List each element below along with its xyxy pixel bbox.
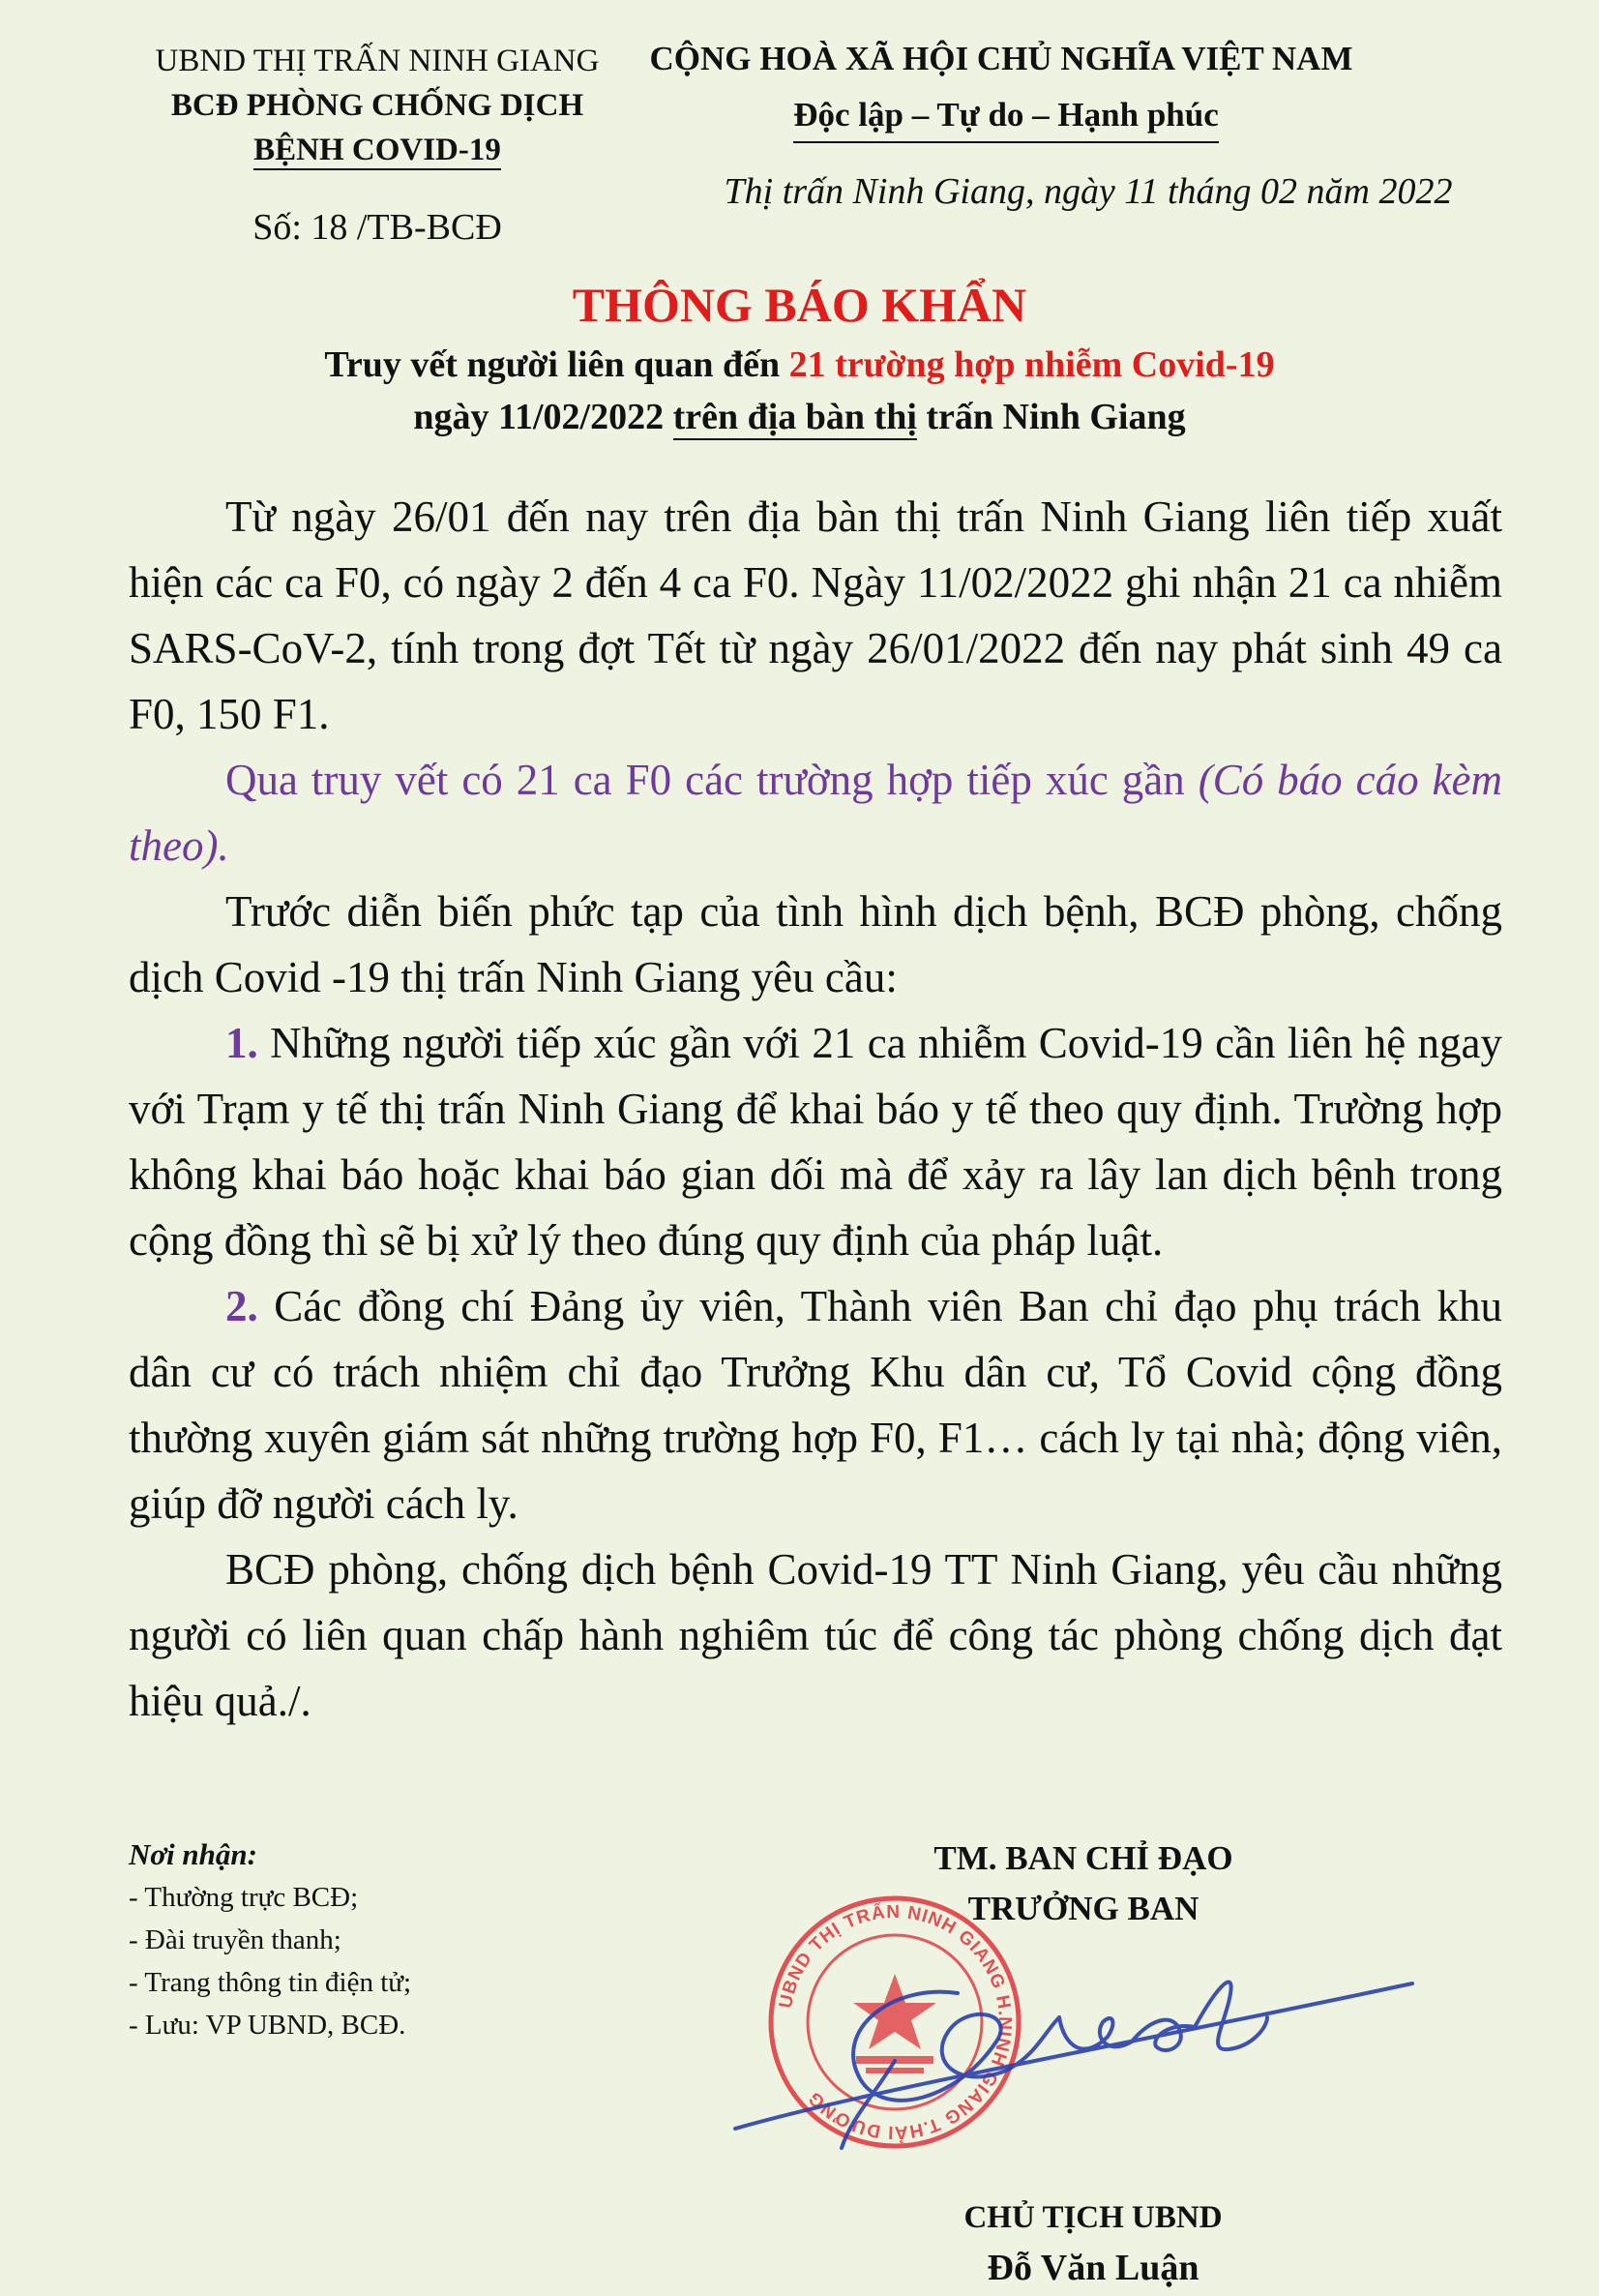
title-block (0, 271, 1599, 443)
agency-line-3 (126, 128, 629, 172)
paragraph-2 (129, 747, 1502, 879)
svg-text:UBND THỊ TRẤN NINH GIANG H.NIN: UBND THỊ TRẤN NINH GIANG H.NINH GIANG T.HẢI DƯƠNG (775, 1901, 1016, 2143)
date-line: Thị trấn Ninh Giang, ngày 11 tháng 02 năm 2022 (724, 171, 1453, 212)
recipient-item: - Thường trực BCĐ; (129, 1882, 359, 1913)
item-1-text: Những người tiếp xúc gần với 21 ca nhiễm Covid-19 cần liên hệ ngay với Trạm y tế thị trấn Ninh Giang để khai báo y tế theo quy định. Trường hợp không khai báo hoặc khai báo gian dối mà để xảy ra lây lan dịch bệnh trong cộng đồng thì sẽ bị xử lý theo đúng quy định của pháp luật. (129, 1019, 1502, 1265)
subtitle-line-1 (0, 339, 1599, 391)
agency-line-1: UBND THỊ TRẤN NINH GIANG (155, 44, 600, 78)
national-heading-block (638, 37, 1567, 213)
document-title: THÔNG BÁO KHẨN (572, 278, 1027, 332)
subtitle-1-text: Truy vết người liên quan đến (324, 344, 789, 385)
subtitle-2-underlined: trên địa bàn thị (673, 397, 917, 440)
signatory-role: CHỦ TỊCH UBND (963, 2200, 1223, 2235)
recipients-heading: Nơi nhận: (129, 1837, 257, 1871)
item-2-number: 2. (225, 1282, 258, 1330)
subtitle-line-2 (0, 391, 1599, 443)
agency-line-2: BCĐ PHÒNG CHỐNG DỊCH (170, 88, 584, 123)
recipient-item: - Trang thông tin điện tử; (129, 1967, 412, 1998)
paragraph-6: BCĐ phòng, chống dịch bệnh Covid-19 TT Ninh Giang, yêu cầu những người có liên quan chấp hành nghiêm túc để công tác phòng chống dịch đạt hiệu quả./. (129, 1545, 1502, 1725)
recipients-block (129, 1834, 670, 2046)
paragraph-3: Trước diễn biến phức tạp của tình hình dịch bệnh, BCĐ phòng, chống dịch Covid -19 thị trấn Ninh Giang yêu cầu: (129, 887, 1502, 1001)
recipient-item: - Đài truyền thanh; (129, 1924, 341, 1955)
document-number: Số: 18 /TB-BCĐ (252, 207, 502, 248)
paragraph-2-text: Qua truy vết có 21 ca F0 các trường hợp tiếp xúc gần (225, 756, 1199, 804)
subtitle-2-date: ngày 11/02/2022 (413, 397, 673, 437)
document-body (129, 484, 1502, 1734)
signatory-name: Đỗ Văn Luận (987, 2248, 1199, 2288)
signature-block (871, 1834, 1296, 2296)
paragraph-4 (129, 1010, 1502, 1273)
national-motto: Độc lập – Tự do – Hạnh phúc (793, 91, 1219, 143)
paragraph-5 (129, 1273, 1502, 1536)
paragraph-2-italic: (Có báo cáo kèm theo). (129, 756, 1502, 870)
subtitle-2-rest: trấn Ninh Giang (916, 397, 1186, 437)
item-1-number: 1. (225, 1019, 258, 1067)
signatory-title-1: TM. BAN CHỈ ĐẠO (933, 1839, 1233, 1877)
item-2-text: Các đồng chí Đảng ủy viên, Thành viên Ban chỉ đạo phụ trách khu dân cư có trách nhiệm chỉ đạo Trưởng Khu dân cư, Tổ Covid cộng đồng thường xuyên giám sát những trường hợp F0, F1… cách ly tại nhà; động viên, giúp đỡ người cách ly. (129, 1282, 1502, 1528)
nation-name: CỘNG HOÀ XÃ HỘI CHỦ NGHĨA VIỆT NAM (649, 40, 1353, 77)
paragraph-1: Từ ngày 26/01 đến nay trên địa bàn thị trấn Ninh Giang liên tiếp xuất hiện các ca F0, có ngày 2 đến 4 ca F0. Ngày 11/02/2022 ghi nhận 21 ca nhiễm SARS-CoV-2, tính trong đợt Tết từ ngày 26/01/2022 đến nay phát sinh 49 ca F0, 150 F1. (129, 492, 1502, 738)
subtitle-1-highlight: 21 trường hợp nhiễm Covid-19 (788, 344, 1275, 385)
signatory-title-2: TRƯỞNG BAN (967, 1890, 1199, 1927)
recipient-item: - Lưu: VP UBND, BCĐ. (129, 2010, 406, 2041)
agency-line-3-text: BỆNH COVID-19 (253, 133, 501, 170)
